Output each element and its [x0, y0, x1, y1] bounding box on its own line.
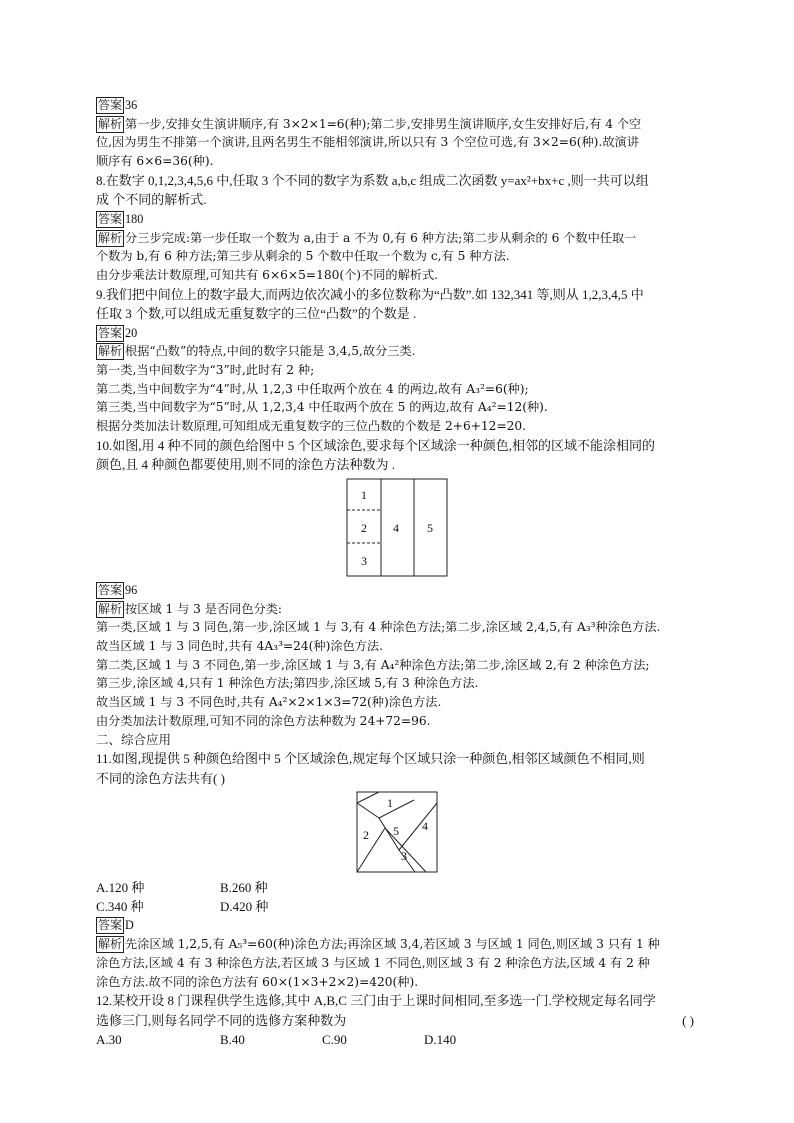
answer-row	[96, 916, 700, 935]
question-8-line	[96, 190, 700, 210]
region-label-3: 3	[361, 553, 367, 568]
analysis-line: 故当区域 1 与 3 同色时,共有 4A₃³=24(种)涂色方法.	[96, 638, 383, 653]
options-row	[96, 878, 700, 897]
analysis-line: 第一类,当中间数字为“3”时,此时有 2 种;	[96, 363, 315, 378]
answer-row	[96, 581, 700, 600]
analysis-line: 根据分类加法计数原理,可知组成无重复数字的三位凸数的个数是 2+6+12=20.	[96, 419, 527, 434]
answer-tag: 答案	[98, 211, 123, 226]
region-label-3: 3	[401, 849, 407, 864]
analysis-text: 先涂区域 1,2,5,有 A₅³=60(种)涂色方法;再涂区域 3,4,若区域 3 与区域 1 同色,则区域 3 只有 1 种	[125, 937, 660, 952]
options-row	[96, 897, 700, 916]
figure-q11	[96, 790, 700, 876]
option-a[interactable]: A.30	[96, 1032, 122, 1048]
analysis-line: 位,因为男生不排第一个演讲,且两名男生不能相邻演讲,所以只有 3 个空位可选,有 3×2=6(种).故演讲	[96, 135, 639, 150]
analysis-tag: 解析	[98, 937, 123, 952]
answer-value: 180	[125, 211, 144, 226]
answer-row	[96, 96, 700, 115]
analysis-line: 由分步乘法计数原理,可知共有 6×6×5=180(个)不同的解析式.	[96, 267, 439, 282]
analysis-line	[96, 115, 700, 134]
region-diagram-q10	[96, 477, 700, 579]
analysis-line: 涂色方法,区域 4 有 3 种涂色方法,若区域 3 与区域 1 不同色,则区域 3 有 2 种涂色方法,区域 4 有 2 种	[96, 955, 650, 970]
answer-value: 96	[125, 582, 138, 597]
question-10-line: 10.如图,用 4 种不同的颜色给图中 5 个区域涂色,要求每个区域涂一种颜色,相邻的区域不能涂相同的	[96, 437, 656, 453]
option-d[interactable]: D.420 种	[220, 899, 269, 915]
analysis-tag: 解析	[98, 344, 123, 359]
analysis-line: 第二类,当中间数字为“4”时,从 1,2,3 中任取两个放在 4 的两边,故有 A₃²=6(种);	[96, 381, 529, 396]
analysis-line: 第二类,区域 1 与 3 不同色,第一步,涂区域 1 与 3,有 A₄²种涂色方法;第二步,涂区域 2,有 2 种涂色方法;	[96, 657, 650, 672]
region-diagram-q11	[96, 790, 700, 876]
answer-value: 20	[125, 325, 138, 340]
option-d[interactable]: D.140	[424, 1032, 457, 1048]
option-a[interactable]: A.120 种	[96, 880, 145, 896]
analysis-tag: 解析	[98, 601, 123, 616]
analysis-line	[96, 935, 700, 954]
analysis-line: 第三类,当中间数字为“5”时,从 1,2,3,4 中任取两个放在 5 的两边,故有 A₄²=12(种).	[96, 400, 548, 415]
answer-tag: 答案	[98, 582, 123, 597]
option-c[interactable]: C.340 种	[96, 899, 144, 915]
answer-tag: 答案	[98, 918, 123, 933]
answer-tag: 答案	[98, 325, 123, 340]
region-label-1: 1	[361, 487, 367, 502]
region-label-2: 2	[363, 828, 369, 843]
options-row	[96, 1030, 700, 1049]
figure-q10	[96, 477, 700, 579]
analysis-text: 第一步,安排女生演讲顺序,有 3×2×1=6(种);第二步,安排男生演讲顺序,女生安排好后,有 4 个空	[125, 116, 642, 131]
question-10-line: 颜色,且 4 种颜色都要使用,则不同的涂色方法种数为 .	[96, 457, 396, 473]
analysis-line: 个数为 b,有 6 种方法;第三步从剩余的 5 个数中任取一个数为 c,有 5 种方法.	[96, 249, 510, 264]
analysis-text: 分三步完成:第一步任取一个数为 a,由于 a 不为 0,有 6 种方法;第二步从剩余的 6 个数中任取一	[125, 230, 637, 245]
answer-tag: 答案	[98, 98, 123, 112]
answer-row	[96, 324, 700, 343]
worksheet-page	[96, 96, 700, 1049]
question-8-text: 成 个不同的解析式.	[96, 192, 207, 208]
answer-row	[96, 210, 700, 229]
question-8-line	[96, 171, 700, 191]
option-b[interactable]: B.260 种	[220, 880, 268, 896]
question-9-line: 9.我们把中间位上的数字最大,而两边依次减小的多位数称为“凸数”.如 132,341 等,则从 1,2,3,4,5 中	[96, 286, 644, 302]
analysis-line: 第一类,区域 1 与 3 同色,第一步,涂区域 1 与 3,有 4 种涂色方法;第二步,涂区域 2,4,5,有 A₃³种涂色方法.	[96, 620, 661, 635]
option-c[interactable]: C.90	[322, 1032, 347, 1048]
region-label-4: 4	[422, 819, 428, 834]
option-b[interactable]: B.40	[220, 1032, 245, 1048]
answer-value: D	[125, 918, 134, 933]
analysis-line	[96, 342, 700, 361]
analysis-text: 根据“凸数”的特点,中间的数字只能是 3,4,5,故分三类.	[125, 344, 416, 359]
analysis-line: 由分类加法计数原理,可知不同的涂色方法种数为 24+72=96.	[96, 713, 431, 728]
analysis-line: 第三步,涂区域 4,只有 1 种涂色方法;第四步,涂区域 5,有 3 种涂色方法.	[96, 676, 479, 691]
region-label-2: 2	[361, 520, 367, 535]
question-12-line: 12.某校开设 8 门课程供学生选修,其中 A,B,C 三门由于上课时间相同,至多选一门.学校规定每名同学	[96, 993, 656, 1009]
section-heading: 二、综合应用	[96, 732, 172, 748]
analysis-line: 涂色方法.故不同的涂色方法有 60×(1×3+2×2)=420(种).	[96, 974, 419, 989]
answer-value: 36	[125, 98, 138, 112]
analysis-line: 顺序有 6×6=36(种).	[96, 154, 214, 169]
region-label-5: 5	[427, 520, 433, 535]
question-12-text: 选修三门,则每名同学不同的选修方案种数为	[96, 1012, 347, 1028]
analysis-tag: 解析	[98, 116, 123, 131]
analysis-tag: 解析	[98, 230, 123, 245]
region-label-4: 4	[393, 520, 399, 535]
question-11-line: 11.如图,现提供 5 种颜色给图中 5 个区域涂色,规定每个区域只涂一种颜色,相邻区域颜色不相同,则	[96, 751, 645, 767]
question-11-line: 不同的涂色方法共有( )	[96, 770, 225, 786]
analysis-line: 故当区域 1 与 3 不同色时,共有 A₄²×2×1×3=72(种)涂色方法.	[96, 695, 442, 710]
analysis-text: 按区域 1 与 3 是否同色分类:	[125, 601, 283, 616]
question-8-text: 8.在数字 0,1,2,3,4,5,6 中,任取 3 个不同的数字为系数 a,b,c 组成二次函数 y=ax²+bx+c ,则一共可以组	[96, 172, 649, 188]
answer-paren: ( )	[682, 1012, 694, 1028]
question-9-line: 任取 3 个数,可以组成无重复数字的三位“凸数”的个数是 .	[96, 306, 417, 322]
analysis-line	[96, 229, 700, 248]
question-12-line	[96, 1011, 700, 1031]
analysis-line	[96, 600, 700, 619]
region-label-1: 1	[387, 796, 393, 811]
region-label-5: 5	[393, 824, 399, 839]
